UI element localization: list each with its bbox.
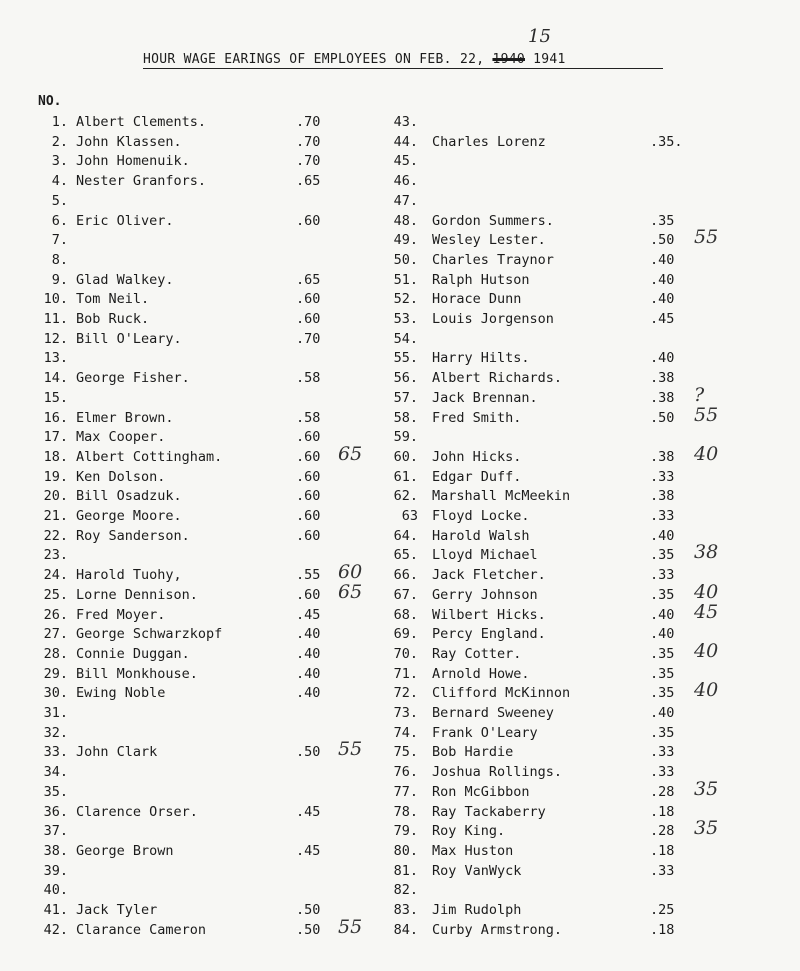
- employee-number: 28.: [43, 645, 68, 662]
- employee-row: [0, 486, 800, 506]
- employee-number: 7.: [51, 232, 68, 249]
- employee-wage: .33: [650, 468, 675, 485]
- employee-name: Ron McGibbon: [432, 783, 530, 800]
- employee-number: 8.: [51, 251, 68, 268]
- employee-wage: .60: [296, 468, 321, 485]
- employee-name: John Klassen.: [76, 133, 182, 150]
- employee-number: 51.: [393, 271, 418, 288]
- employee-number: 31.: [43, 705, 68, 721]
- employee-number: 70.: [393, 645, 418, 662]
- employee-wage: .50: [296, 902, 321, 918]
- employee-number: 62.: [393, 488, 418, 505]
- handwritten-wage-note: 65: [338, 580, 363, 603]
- employee-number: 48.: [393, 212, 418, 229]
- employee-name: Joshua Rollings.: [432, 764, 563, 781]
- employee-row: [0, 664, 800, 684]
- title-prefix: HOUR WAGE EARINGS OF EMPLOYEES ON FEB. 22,: [143, 52, 485, 67]
- employee-wage: .65: [296, 271, 321, 288]
- employee-wage: .25: [650, 902, 675, 918]
- employee-name: Louis Jorgenson: [432, 311, 554, 327]
- employee-name: Jack Brennan.: [432, 389, 538, 406]
- employee-row: [0, 861, 800, 881]
- employee-number: 79.: [393, 823, 418, 840]
- employee-name: Jack Fletcher.: [432, 567, 546, 584]
- employee-wage: .40: [296, 645, 321, 662]
- employee-name: Frank O'Leary: [432, 724, 538, 741]
- employee-wage: .40: [296, 665, 321, 682]
- employee-name: Ray Cotter.: [432, 645, 522, 662]
- handwritten-wage-note: 40: [694, 679, 719, 702]
- employee-number: 80.: [393, 842, 418, 859]
- employee-row: [0, 403, 800, 428]
- employee-wage: .58: [296, 409, 321, 426]
- employee-row: [0, 191, 800, 211]
- employee-name: Harold Walsh: [432, 527, 530, 544]
- employee-wage: .55: [296, 567, 321, 584]
- employee-number: 78.: [393, 803, 418, 820]
- employee-name: Wesley Lester.: [432, 232, 546, 249]
- employee-name: Clifford McKinnon: [432, 685, 571, 702]
- employee-row: [0, 171, 800, 191]
- employee-row: [0, 211, 800, 231]
- employee-row: [0, 777, 800, 802]
- employee-number: 73.: [393, 705, 418, 721]
- title-year: 1941: [533, 52, 566, 67]
- employee-number: 81.: [393, 862, 418, 879]
- handwritten-wage-note: 35: [694, 777, 719, 800]
- employee-number: 54.: [393, 330, 418, 347]
- employee-row: [0, 679, 800, 703]
- employee-number: 17.: [43, 429, 68, 446]
- employee-name: Bob Ruck.: [76, 311, 150, 327]
- employee-number: 35.: [43, 783, 68, 800]
- employee-row: [0, 817, 800, 841]
- title-struck-year: 1940: [492, 52, 525, 67]
- employee-wage: .45: [296, 606, 321, 623]
- employee-name: Roy Sanderson.: [76, 527, 190, 544]
- employee-wage: .35: [650, 586, 675, 603]
- employee-number: 13.: [43, 350, 68, 367]
- employee-name: Clarence Orser.: [76, 803, 198, 820]
- employee-wage: .70: [296, 153, 321, 170]
- employee-number: 14.: [43, 370, 68, 387]
- employee-wage: .50: [296, 921, 321, 938]
- employee-row: [0, 639, 800, 664]
- employee-row: [0, 742, 800, 762]
- employee-wage: .40: [650, 291, 675, 308]
- employee-wage: .70: [296, 330, 321, 347]
- employee-number: 63: [401, 508, 418, 524]
- employee-name: Ken Dolson.: [76, 468, 166, 485]
- employee-name: George Moore.: [76, 508, 182, 524]
- employee-wage: .35: [650, 665, 675, 682]
- employee-wage: .33: [650, 508, 675, 524]
- employee-row: [0, 600, 800, 625]
- employee-wage: .40: [296, 626, 321, 643]
- employee-name: Roy VanWyck: [432, 862, 522, 879]
- employee-wage: .60: [296, 429, 321, 446]
- employee-row: [0, 348, 800, 368]
- employee-wage: .45: [650, 311, 675, 327]
- employee-number: 82.: [393, 882, 418, 899]
- employee-name: Glad Walkey.: [76, 271, 174, 288]
- employee-number: 6.: [51, 212, 68, 229]
- employee-wage: .40: [650, 705, 675, 721]
- employee-wage: .35: [650, 547, 675, 564]
- employee-row: [0, 762, 800, 782]
- employee-number: 11.: [43, 311, 68, 327]
- employee-wage: .58: [296, 370, 321, 387]
- employee-name: Elmer Brown.: [76, 409, 174, 426]
- employee-row: [0, 151, 800, 171]
- employee-row: [0, 541, 800, 565]
- employee-wage: .33: [650, 567, 675, 584]
- employee-number: 18.: [43, 448, 68, 465]
- employee-wage: .50: [650, 409, 675, 426]
- employee-number: 66.: [393, 567, 418, 584]
- employee-name: Albert Cottingham.: [76, 448, 223, 465]
- employee-name: Gordon Summers.: [432, 212, 554, 229]
- employee-wage: .35: [650, 724, 675, 741]
- employee-number: 68.: [393, 606, 418, 623]
- employee-row: [0, 802, 800, 822]
- employee-number: 53.: [393, 311, 418, 327]
- handwritten-wage-note: 40: [694, 580, 719, 603]
- employee-row: [0, 506, 800, 526]
- employee-wage: .50: [296, 744, 321, 761]
- employee-name: Harry Hilts.: [432, 350, 530, 367]
- employee-name: Gerry Johnson: [432, 586, 538, 603]
- employee-number: 84.: [393, 921, 418, 938]
- employee-name: Lorne Dennison.: [76, 586, 198, 603]
- employee-number: 25.: [43, 586, 68, 603]
- employee-wage: .60: [296, 311, 321, 327]
- employee-number: 39.: [43, 862, 68, 879]
- employee-name: George Fisher.: [76, 370, 190, 387]
- employee-number: 38.: [43, 842, 68, 859]
- employee-number: 77.: [393, 783, 418, 800]
- employee-number: 55.: [393, 350, 418, 367]
- employee-name: Fred Smith.: [432, 409, 522, 426]
- employee-wage: .60: [296, 212, 321, 229]
- employee-wage: .35: [650, 645, 675, 662]
- employee-number: 71.: [393, 665, 418, 682]
- employee-wage: .35: [650, 685, 675, 702]
- employee-number: 76.: [393, 764, 418, 781]
- employee-name: Albert Richards.: [432, 370, 563, 387]
- employee-number: 46.: [393, 173, 418, 190]
- employee-number: 47.: [393, 192, 418, 209]
- employee-number: 75.: [393, 744, 418, 761]
- employee-wage: .65: [296, 173, 321, 190]
- employee-name: Harold Tuohy,: [76, 567, 182, 584]
- employee-number: 50.: [393, 251, 418, 268]
- employee-number: 2.: [51, 133, 68, 150]
- employee-number: 44.: [393, 133, 418, 150]
- employee-wage: .33: [650, 764, 675, 781]
- employee-name: Fred Moyer.: [76, 606, 166, 623]
- employee-name: Roy King.: [432, 823, 506, 840]
- employee-wage: .45: [296, 842, 321, 859]
- employee-row: [0, 226, 800, 250]
- employee-name: Nester Granfors.: [76, 173, 207, 190]
- employee-wage: .70: [296, 133, 321, 150]
- employee-name: Wilbert Hicks.: [432, 606, 546, 623]
- employee-number: 69.: [393, 626, 418, 643]
- number-header: NO.: [38, 94, 62, 109]
- employee-wage: .40: [650, 606, 675, 623]
- employee-wage: .38: [650, 389, 675, 406]
- employee-number: 59.: [393, 429, 418, 446]
- employee-wage: .28: [650, 783, 675, 800]
- employee-number: 26.: [43, 606, 68, 623]
- employee-wage: .33: [650, 862, 675, 879]
- employee-number: 33.: [43, 744, 68, 761]
- employee-row: [0, 329, 800, 349]
- employee-row: [0, 427, 800, 447]
- employee-wage: .60: [296, 448, 321, 465]
- employee-number: 23.: [43, 547, 68, 564]
- employee-wage: .40: [650, 527, 675, 544]
- employee-wage: .38: [650, 448, 675, 465]
- employee-name: Curby Armstrong.: [432, 921, 563, 938]
- employee-name: Ewing Noble: [76, 685, 166, 702]
- employee-name: Clarance Cameron: [76, 921, 207, 938]
- employee-name: Tom Neil.: [76, 291, 150, 308]
- employee-number: 27.: [43, 626, 68, 643]
- employee-wage: .40: [650, 271, 675, 288]
- handwritten-title-note: 15: [528, 26, 551, 47]
- employee-name: Bernard Sweeney: [432, 705, 554, 721]
- employee-number: 22.: [43, 527, 68, 544]
- employee-number: 64.: [393, 527, 418, 544]
- employee-wage: .33: [650, 744, 675, 761]
- employee-number: 9.: [51, 271, 68, 288]
- employee-name: John Clark: [76, 744, 158, 761]
- employee-number: 65.: [393, 547, 418, 564]
- employee-number: 74.: [393, 724, 418, 741]
- employee-name: Arnold Howe.: [432, 665, 530, 682]
- employee-wage: .28: [650, 823, 675, 840]
- employee-name: George Brown: [76, 842, 174, 859]
- employee-row: [0, 624, 800, 644]
- handwritten-wage-note: 35: [694, 817, 719, 840]
- employee-wage: .60: [296, 488, 321, 505]
- employee-number: 5.: [51, 192, 68, 209]
- handwritten-wage-note: 65: [338, 442, 363, 465]
- page-title: [143, 52, 663, 69]
- employee-row: [0, 920, 800, 940]
- employee-name: Percy England.: [432, 626, 546, 643]
- employee-name: Jack Tyler: [76, 902, 158, 918]
- employee-name: John Homenuik.: [76, 153, 190, 170]
- employee-wage: .40: [296, 685, 321, 702]
- employee-name: George Schwarzkopf: [76, 626, 223, 643]
- employee-number: 32.: [43, 724, 68, 741]
- employee-row: [0, 132, 800, 152]
- employee-wage: .60: [296, 291, 321, 308]
- employee-wage: .18: [650, 921, 675, 938]
- employee-number: 83.: [393, 902, 418, 918]
- employee-name: Edgar Duff.: [432, 468, 522, 485]
- employee-wage: .40: [650, 626, 675, 643]
- handwritten-wage-note: 55: [694, 403, 719, 426]
- handwritten-wage-note: 55: [338, 738, 363, 761]
- employee-name: John Hicks.: [432, 448, 522, 465]
- employee-row: [0, 723, 800, 743]
- employee-name: Bill O'Leary.: [76, 330, 182, 347]
- employee-number: 72.: [393, 685, 418, 702]
- employee-name: Ralph Hutson: [432, 271, 530, 288]
- employee-number: 37.: [43, 823, 68, 840]
- employee-number: 4.: [51, 173, 68, 190]
- employee-wage: .18: [650, 803, 675, 820]
- employee-number: 24.: [43, 567, 68, 584]
- employee-number: 12.: [43, 330, 68, 347]
- employee-number: 56.: [393, 370, 418, 387]
- employee-wage: .60: [296, 508, 321, 524]
- employee-row: [0, 467, 800, 487]
- handwritten-wage-note: 45: [694, 600, 719, 623]
- employee-number: 49.: [393, 232, 418, 249]
- handwritten-wage-note: 40: [694, 442, 719, 465]
- employee-row: [0, 841, 800, 861]
- employee-number: 19.: [43, 468, 68, 485]
- employee-number: 3.: [51, 153, 68, 170]
- employee-number: 34.: [43, 764, 68, 781]
- employee-number: 61.: [393, 468, 418, 485]
- employee-wage: .38: [650, 488, 675, 505]
- employee-row: [0, 112, 800, 132]
- handwritten-wage-note: 55: [694, 226, 719, 249]
- employee-wage: .18: [650, 842, 675, 859]
- handwritten-wage-note: 55: [338, 915, 363, 938]
- employee-row: [0, 368, 800, 388]
- employee-name: Jim Rudolph: [432, 902, 522, 918]
- employee-name: Marshall McMeekin: [432, 488, 571, 505]
- employee-row: [0, 900, 800, 920]
- employee-wage: .35: [650, 212, 675, 229]
- employee-wage: .60: [296, 586, 321, 603]
- employee-name: Connie Duggan.: [76, 645, 190, 662]
- employee-name: Floyd Locke.: [432, 508, 530, 524]
- employee-number: 20.: [43, 488, 68, 505]
- employee-name: Bill Osadzuk.: [76, 488, 182, 505]
- employee-number: 36.: [43, 803, 68, 820]
- employee-number: 52.: [393, 291, 418, 308]
- employee-number: 60.: [393, 448, 418, 465]
- employee-name: Ray Tackaberry: [432, 803, 546, 820]
- employee-name: Horace Dunn: [432, 291, 522, 308]
- employee-row: [0, 580, 800, 605]
- employee-number: 67.: [393, 586, 418, 603]
- employee-row: [0, 526, 800, 546]
- employee-number: 58.: [393, 409, 418, 426]
- employee-number: 41.: [43, 902, 68, 918]
- handwritten-wage-note: 38: [694, 541, 719, 564]
- employee-number: 57.: [393, 389, 418, 406]
- employee-wage: .35.: [650, 133, 683, 150]
- employee-row: [0, 383, 800, 408]
- employee-name: Bill Monkhouse.: [76, 665, 198, 682]
- handwritten-wage-note: 60: [338, 561, 363, 584]
- employee-row: [0, 250, 800, 270]
- employee-wage: .38: [650, 370, 675, 387]
- employee-wage: .40: [650, 251, 675, 268]
- employee-number: 1.: [51, 114, 68, 130]
- employee-row: [0, 880, 800, 900]
- employee-number: 40.: [43, 882, 68, 899]
- employee-name: Max Cooper.: [76, 429, 166, 446]
- employee-name: Albert Clements.: [76, 114, 207, 130]
- employee-number: 29.: [43, 665, 68, 682]
- employee-number: 45.: [393, 153, 418, 170]
- employee-name: Charles Traynor: [432, 251, 554, 268]
- employee-wage: .50: [650, 232, 675, 249]
- employee-wage: .70: [296, 114, 321, 130]
- employee-wage: .60: [296, 527, 321, 544]
- employee-number: 30.: [43, 685, 68, 702]
- employee-wage: .45: [296, 803, 321, 820]
- employee-row: [0, 309, 800, 329]
- handwritten-wage-note: 40: [694, 639, 719, 662]
- employee-row: [0, 565, 800, 585]
- employee-number: 16.: [43, 409, 68, 426]
- employee-number: 10.: [43, 291, 68, 308]
- employee-name: Max Huston: [432, 842, 514, 859]
- employee-number: 21.: [43, 508, 68, 524]
- employee-wage: .40: [650, 350, 675, 367]
- employee-name: Charles Lorenz: [432, 133, 546, 150]
- employee-row: [0, 442, 800, 467]
- employee-name: Bob Hardie: [432, 744, 514, 761]
- employee-row: [0, 703, 800, 723]
- employee-name: Eric Oliver.: [76, 212, 174, 229]
- employee-number: 15.: [43, 389, 68, 406]
- employee-row: [0, 289, 800, 309]
- employee-row: [0, 270, 800, 290]
- handwritten-wage-note: ?: [694, 383, 705, 406]
- employee-name: Lloyd Michael: [432, 547, 538, 564]
- employee-number: 42.: [43, 921, 68, 938]
- employee-number: 43.: [393, 114, 418, 130]
